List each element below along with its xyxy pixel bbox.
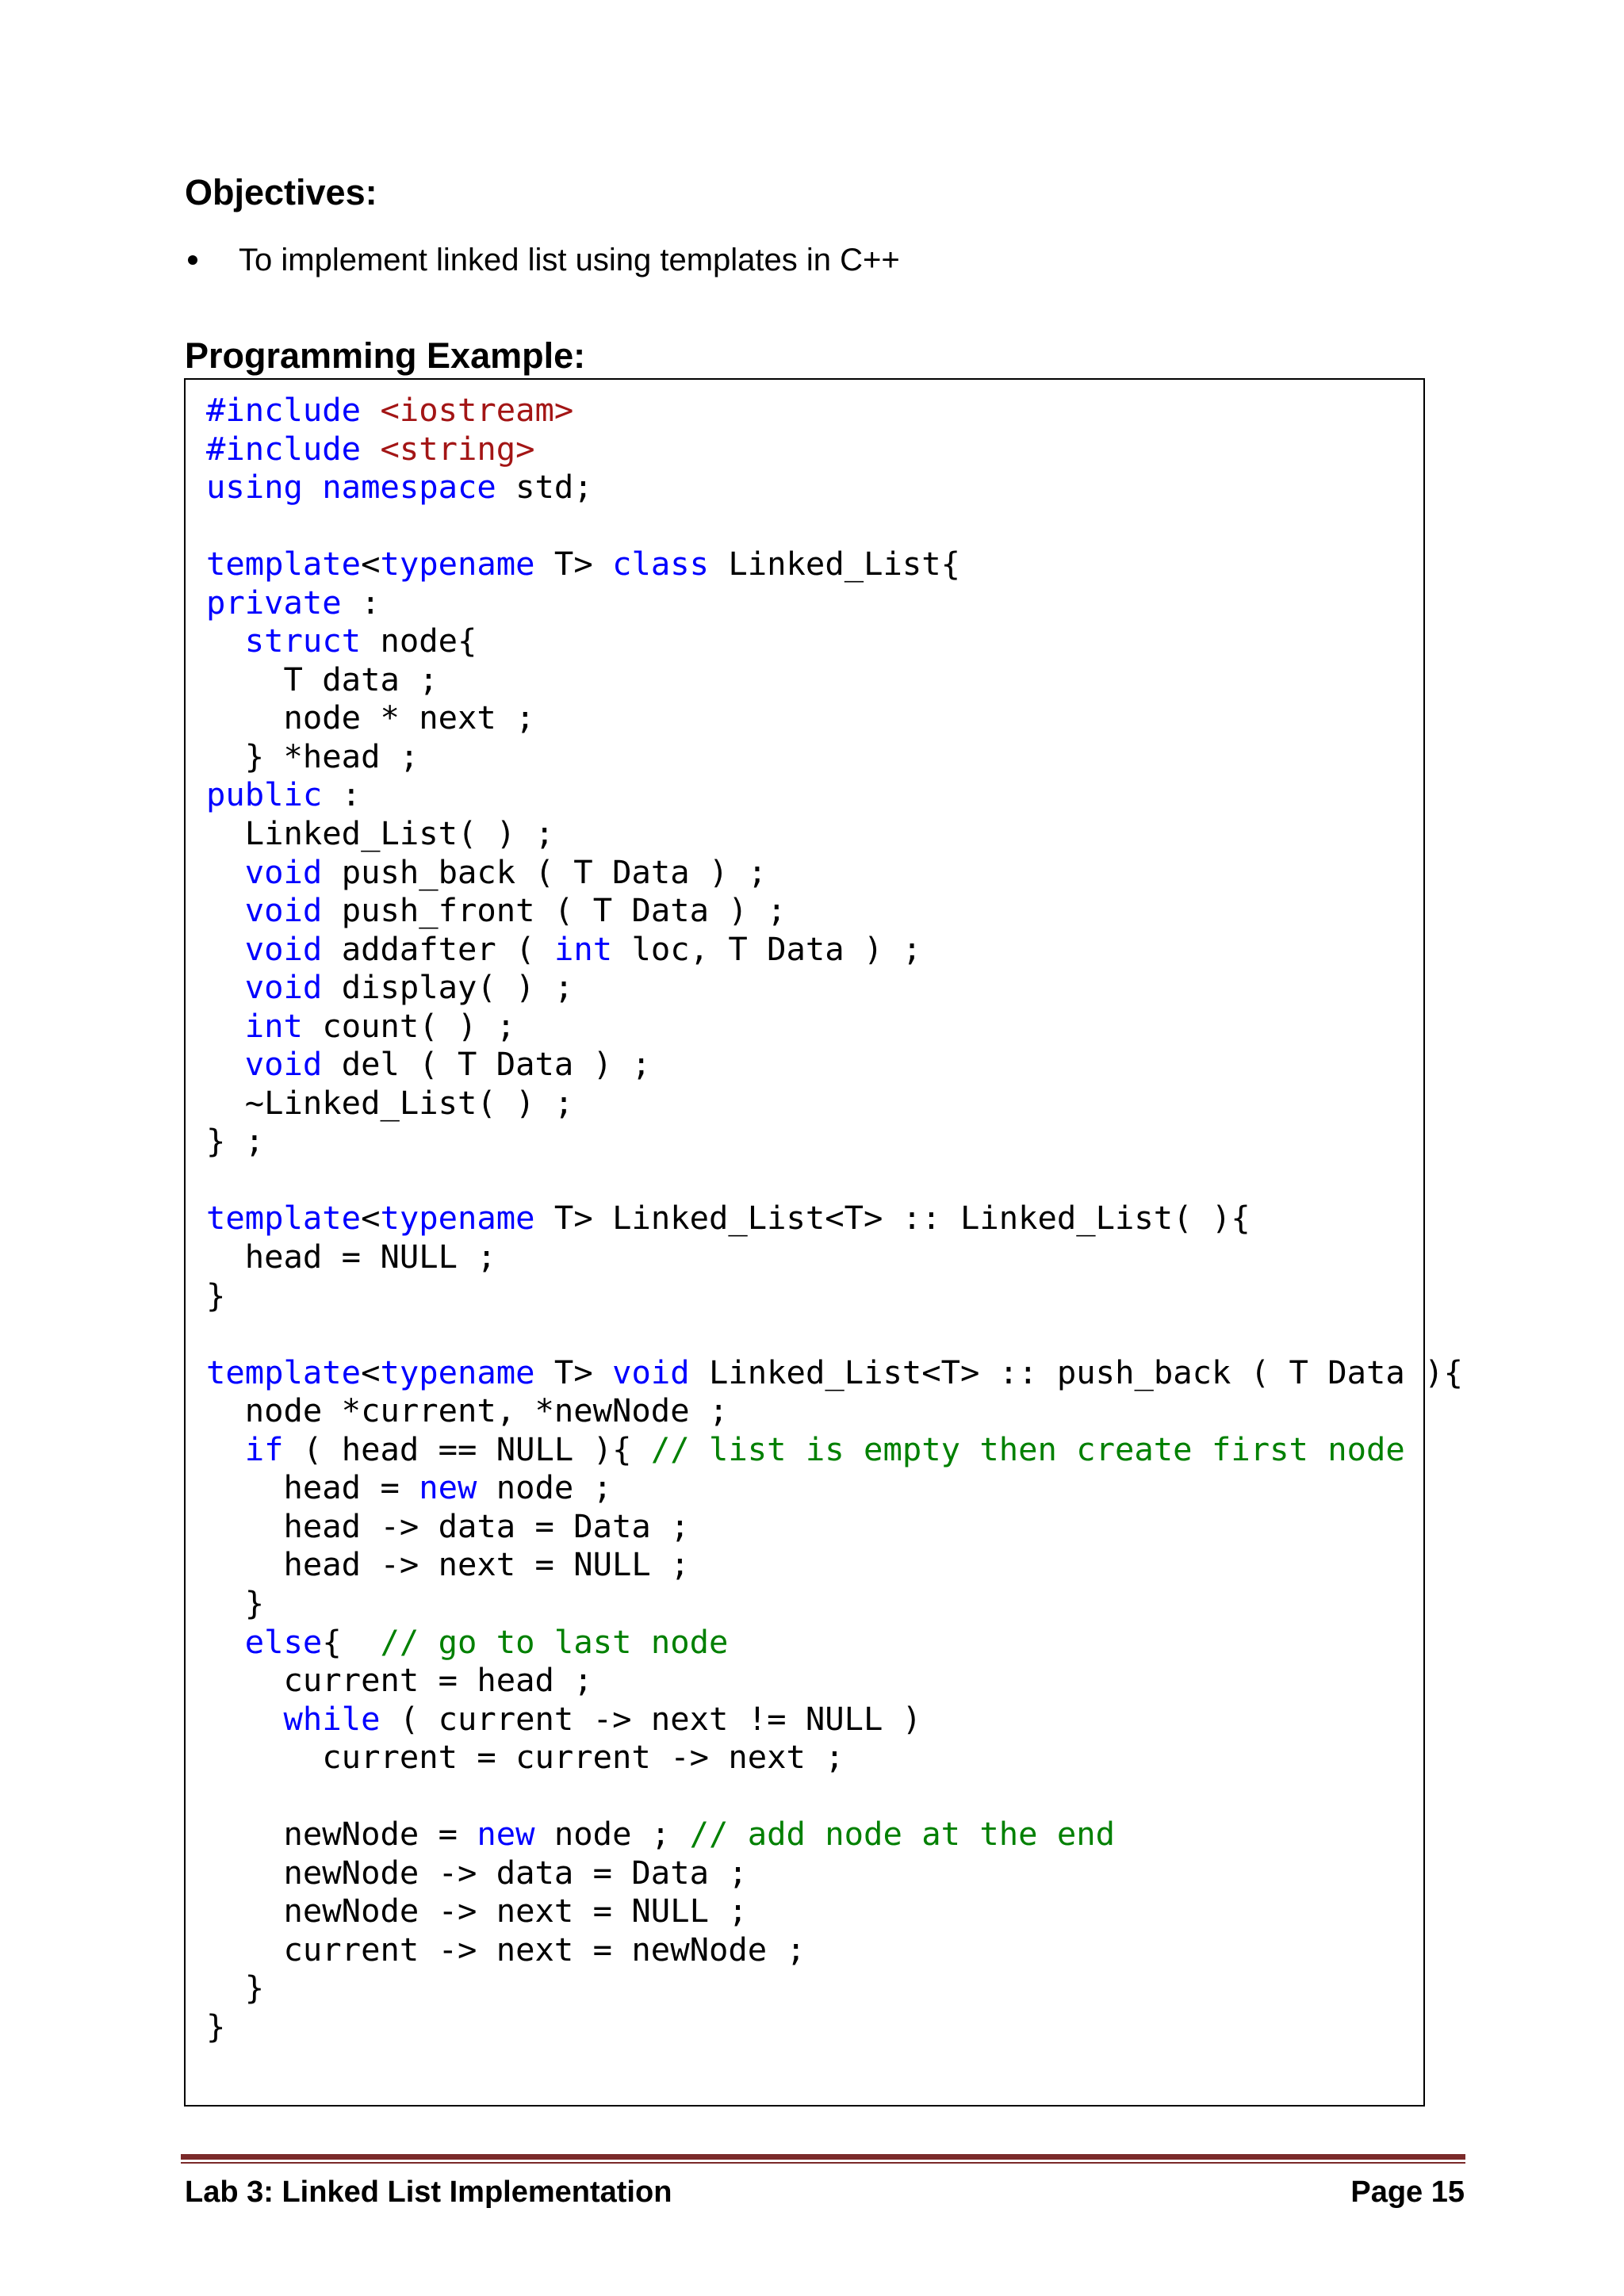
code-token: ~Linked_List( ) ;: [206, 1083, 574, 1122]
code-token: node ;: [477, 1468, 613, 1507]
code-line: [206, 545, 1463, 584]
code-line: [206, 1007, 1463, 1046]
code-line: [206, 391, 1463, 430]
code-token: class: [612, 545, 710, 584]
code-token: [206, 930, 245, 968]
code-token: T data ;: [206, 660, 439, 698]
footer-lab-title: Lab 3: Linked List Implementation: [185, 2175, 672, 2209]
code-token: void: [612, 1353, 690, 1391]
code-line: [206, 1238, 1463, 1276]
code-token: :: [341, 583, 381, 622]
code-line: [206, 1892, 1463, 1931]
bullet-dot-icon: [188, 255, 197, 265]
code-token: [206, 853, 245, 891]
code-line: [206, 1507, 1463, 1546]
code-token: void: [244, 929, 323, 968]
code-line: [206, 507, 1463, 545]
code-token: [206, 622, 245, 660]
code-token: <: [361, 1353, 381, 1391]
code-line: [206, 1777, 1463, 1816]
code-line: [206, 1161, 1463, 1200]
code-line: [206, 1545, 1463, 1584]
code-token: loc, T Data ) ;: [612, 929, 922, 968]
code-token: template: [206, 1199, 362, 1238]
code-token: ( current -> next != NULL ): [380, 1699, 922, 1738]
code-token: #include: [206, 391, 381, 429]
objective-list-item: [183, 239, 900, 281]
code-token: [206, 968, 245, 1006]
code-token: current = head ;: [206, 1661, 593, 1700]
code-line: [206, 891, 1463, 930]
code-token: [206, 1623, 245, 1661]
footer-rule-thick: [181, 2154, 1465, 2160]
code-line: [206, 1045, 1463, 1084]
code-token: Linked_List{: [709, 545, 960, 584]
code-token: <: [361, 545, 381, 584]
code-line: [206, 968, 1463, 1007]
code-line: [206, 622, 1463, 660]
code-line: [206, 1969, 1463, 2007]
code-line: [206, 737, 1463, 776]
code-token: int: [244, 1006, 303, 1045]
code-line: [206, 1815, 1463, 1854]
code-token: newNode -> next = NULL ;: [206, 1892, 748, 1931]
code-token: private: [206, 583, 342, 622]
code-line: [206, 1468, 1463, 1507]
footer-rule-thin: [181, 2162, 1465, 2164]
code-line: [206, 698, 1463, 737]
code-token: [206, 1700, 284, 1738]
code-listing: [206, 391, 1463, 2046]
code-token: count( ) ;: [302, 1006, 516, 1045]
code-line: [206, 1623, 1463, 1662]
code-token: // go to last node: [380, 1622, 729, 1661]
footer-page-number: Page 15: [1350, 2175, 1465, 2209]
code-listing-box: [184, 378, 1463, 2107]
code-token: <: [361, 1199, 381, 1238]
code-token: T>: [534, 545, 613, 584]
objective-text: To implement linked list using templates in C++: [239, 242, 900, 277]
code-line: [206, 1430, 1463, 1469]
code-line: [206, 430, 1463, 469]
objectives-heading: Objectives:: [185, 172, 377, 212]
code-line: [206, 853, 1463, 892]
code-token: }: [206, 1969, 265, 2007]
code-line: [206, 1931, 1463, 1969]
code-token: :: [322, 775, 362, 814]
code-line: [206, 660, 1463, 699]
code-line: [206, 775, 1463, 814]
code-token: current = current -> next ;: [206, 1738, 845, 1777]
code-token: display( ) ;: [322, 968, 574, 1007]
code-token: else: [244, 1622, 323, 1661]
code-token: typename: [380, 1199, 535, 1238]
code-token: [206, 1007, 245, 1045]
code-token: Linked_List<T> :: push_back ( T Data ){: [689, 1353, 1463, 1391]
code-token: new: [419, 1468, 477, 1507]
code-token: head -> next = NULL ;: [206, 1545, 690, 1584]
code-token: ( head == NULL ){: [283, 1429, 651, 1468]
code-line: [206, 1122, 1463, 1161]
code-line: [206, 1738, 1463, 1777]
code-token: T> Linked_List<T> :: Linked_List( ){: [534, 1199, 1251, 1238]
code-token: [206, 1045, 245, 1083]
code-token: }: [206, 2007, 226, 2045]
code-token: head -> data = Data ;: [206, 1506, 690, 1545]
code-token: typename: [380, 545, 535, 584]
code-token: using namespace: [206, 468, 496, 507]
code-token: } *head ;: [206, 737, 419, 775]
code-line: [206, 1199, 1463, 1238]
code-token: void: [244, 852, 323, 891]
code-token: } ;: [206, 1122, 265, 1161]
code-token: // add node at the end: [689, 1815, 1116, 1854]
code-line: [206, 1276, 1463, 1315]
code-token: while: [283, 1699, 381, 1738]
code-line: [206, 1661, 1463, 1700]
code-token: node ;: [534, 1815, 690, 1854]
code-token: push_back ( T Data ) ;: [322, 852, 768, 891]
code-token: #include: [206, 429, 381, 468]
code-line: [206, 1084, 1463, 1123]
code-token: [206, 891, 245, 929]
code-line: [206, 814, 1463, 853]
code-token: node{: [361, 622, 477, 660]
code-line: [206, 1353, 1463, 1392]
code-token: typename: [380, 1353, 535, 1391]
code-token: int: [553, 929, 613, 968]
code-token: push_front ( T Data ) ;: [322, 891, 787, 930]
code-line: [206, 584, 1463, 622]
code-token: }: [206, 1583, 265, 1622]
programming-example-heading: Programming Example:: [185, 335, 586, 376]
code-line: [206, 1584, 1463, 1623]
code-token: newNode =: [206, 1815, 477, 1854]
code-token: {: [322, 1622, 381, 1661]
code-token: template: [206, 545, 362, 584]
code-token: <iostream>: [380, 391, 574, 429]
code-token: node * next ;: [206, 698, 535, 737]
code-token: T>: [534, 1353, 613, 1391]
code-token: void: [244, 891, 323, 930]
code-token: node *current, *newNode ;: [206, 1391, 729, 1430]
code-token: // list is empty then create first node: [650, 1429, 1405, 1468]
code-line: [206, 1314, 1463, 1353]
code-token: newNode -> data = Data ;: [206, 1853, 748, 1892]
code-line: [206, 1391, 1463, 1430]
code-line: [206, 1700, 1463, 1739]
code-token: current -> next = newNode ;: [206, 1930, 806, 1969]
code-line: [206, 1854, 1463, 1892]
code-token: void: [244, 1045, 323, 1084]
code-token: if: [244, 1429, 284, 1468]
code-token: head = NULL ;: [206, 1238, 496, 1276]
code-token: void: [244, 968, 323, 1007]
code-token: [206, 1430, 245, 1468]
code-line: [206, 2007, 1463, 2046]
code-token: new: [477, 1815, 535, 1854]
code-line: [206, 468, 1463, 507]
code-token: }: [206, 1276, 226, 1314]
code-line: [206, 930, 1463, 969]
code-token: std;: [496, 468, 593, 507]
code-token: addafter (: [322, 929, 554, 968]
code-token: struct: [244, 622, 362, 660]
code-token: template: [206, 1353, 362, 1391]
code-token: public: [206, 775, 323, 814]
code-token: del ( T Data ) ;: [322, 1045, 651, 1084]
code-token: head =: [206, 1468, 419, 1507]
code-token: <string>: [380, 429, 535, 468]
code-token: Linked_List( ) ;: [206, 814, 554, 853]
